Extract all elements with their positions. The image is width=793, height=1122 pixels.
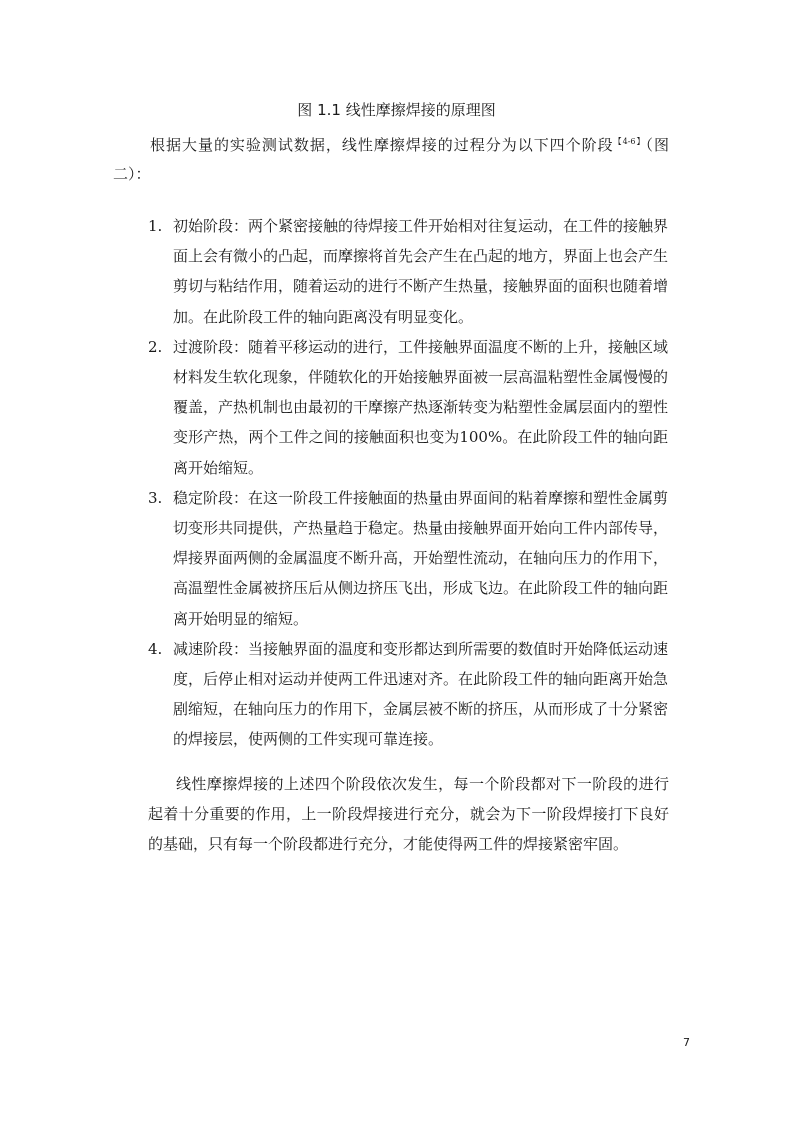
figure-caption: 图 1.1 线性摩擦焊接的原理图 xyxy=(297,101,496,119)
intro-text-tail: （图二）： xyxy=(113,136,669,183)
stage-item xyxy=(148,483,668,634)
citation-reference: 【4-6】 xyxy=(613,137,646,146)
stage-item xyxy=(148,332,668,483)
stage-item xyxy=(148,211,668,332)
intro-text: 根据大量的实验测试数据，线性摩擦焊接的过程分为以下四个阶段 xyxy=(150,136,614,154)
page-number: 7 xyxy=(683,1036,690,1049)
stage-text: 稳定阶段：在这一阶段工件接触面的热量由界面间的粘着摩擦和塑性金属剪切变形共同提供，产热量趋于稳定。热量由接触界面开始向工件内部传导，焊接界面两侧的金属温度不断升高，开始塑性流动，在轴向压力的作用下，高温塑性金属被挤压后从侧边挤压飞出，形成飞边。在此阶段工件的轴向距离开始明显的缩短。 xyxy=(173,488,669,628)
intro-paragraph xyxy=(113,131,669,189)
stage-number: 1. xyxy=(148,217,163,235)
stage-number: 3. xyxy=(148,488,163,507)
stage-number: 2. xyxy=(148,337,163,356)
stage-text: 减速阶段：当接触界面的温度和变形都达到所需要的数值时开始降低运动速度，后停止相对运动并使两工件迅速对齐。在此阶段工件的轴向距离开始急剧缩短，在轴向压力的作用下，金属层被不断的挤压，从而形成了十分紧密的焊接层，使两侧的工件实现可靠连接。 xyxy=(173,639,669,749)
stage-item xyxy=(148,634,668,755)
stage-number: 4. xyxy=(148,639,163,658)
closing-text: 线性摩擦焊接的上述四个阶段依次发生，每一个阶段都对下一阶段的进行起着十分重要的作用，上一阶段焊接进行充分，就会为下一阶段焊接打下良好的基础，只有每一个阶段都进行充分，才能使得两工件的焊接紧密牢固。 xyxy=(148,775,669,854)
stage-text: 过渡阶段：随着平移运动的进行，工件接触界面温度不断的上升，接触区域材料发生软化现象，伴随软化的开始接触界面被一层高温粘塑性金属慢慢的覆盖，产热机制也由最初的干摩擦产热逐渐转变为粘塑性金属层面内的塑性变形产热，两个工件之间的接触面积也变为100%。在此阶段工件的轴向距离开始缩短。 xyxy=(173,337,669,477)
stage-list xyxy=(148,211,668,755)
closing-paragraph xyxy=(148,769,669,860)
stage-text: 初始阶段：两个紧密接触的待焊接工件开始相对往复运动，在工件的接触界面上会有微小的凸起，而摩擦将首先会产生在凸起的地方，界面上也会产生剪切与粘结作用，随着运动的进行不断产生热量，接触界面的面积也随着增加。在此阶段工件的轴向距离没有明显变化。 xyxy=(173,217,669,326)
